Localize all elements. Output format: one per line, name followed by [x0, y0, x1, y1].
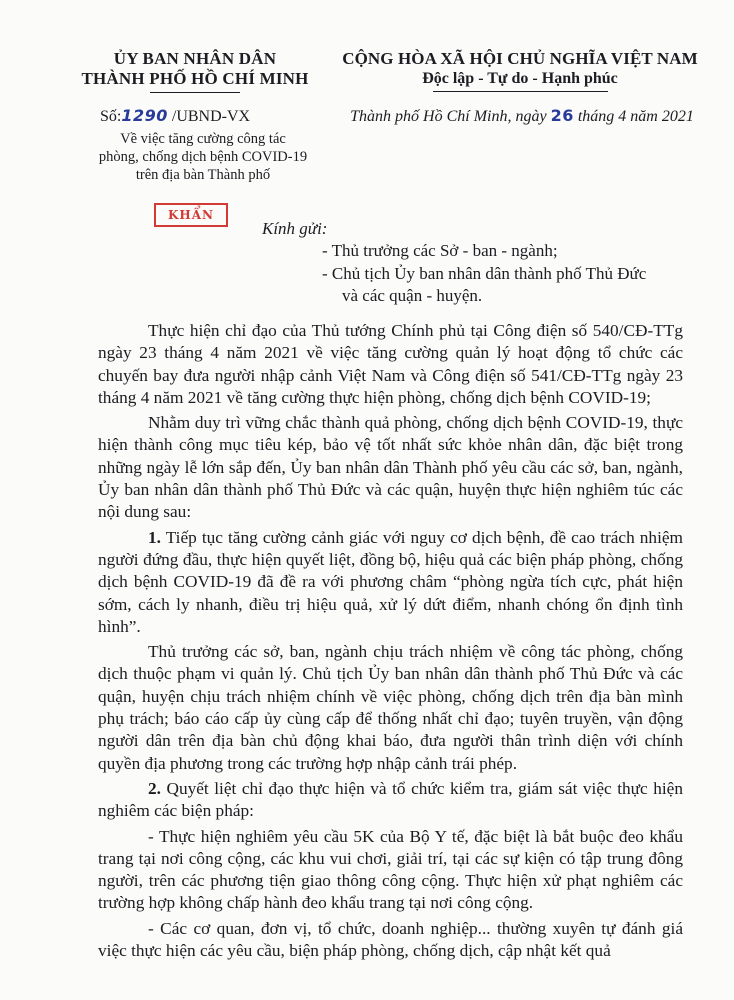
date-prefix: Thành phố Hồ Chí Minh, ngày [350, 108, 547, 125]
recipients-list [322, 240, 702, 308]
paragraph-3 [98, 527, 683, 638]
paragraph-2: Nhằm duy trì vững chắc thành quả phòng, chống dịch bệnh COVID-19, thực hiện thành công mục tiêu kép, bảo vệ tốt nhất sức khỏe nhân dân, đặc biệt trong những ngày lễ lớn sắp đến, Ủy ban nhân dân Thành phố yêu cầu các sở, ban, ngành, Ủy ban nhân dân thành phố Thủ Đức và các quận, huyện thực hiện nghiêm túc các nội dung sau: [98, 413, 683, 522]
recipients-greeting: Kính gửi: [262, 219, 328, 238]
urgent-stamp: KHẨN [154, 203, 228, 227]
section-number-2: 2. [148, 778, 161, 798]
paragraph-5 [98, 778, 683, 823]
authority-line-2: THÀNH PHỐ HỒ CHÍ MINH [81, 69, 309, 88]
paragraph-3-text: Tiếp tục tăng cường cảnh giác với nguy cơ dịch bệnh, đề cao trách nhiệm người đứng đầu, thực hiện quyết liệt, đồng bộ, hiệu quả các biện pháp phòng, chống dịch bệnh COVID-19 đã đề ra với phương châm “phòng ngừa tích cực, phát hiện sớm, cách ly nhanh, điều trị hiệu quả, xử lý dứt điểm, nhanh chóng ổn định tình hình”. [98, 527, 683, 636]
recipient-line-1: - Thủ trưởng các Sở - ban - ngành; [322, 241, 558, 260]
doc-number-handwritten: 1290 [121, 106, 168, 125]
paragraph-1: Thực hiện chỉ đạo của Thủ tướng Chính phủ tại Công điện số 540/CĐ-TTg ngày 23 tháng 4 năm 2021 về việc tăng cường quản lý hoạt động tổ chức các chuyến bay đưa người nhập cảnh Việt Nam và Công điện số 541/CĐ-TTg ngày 23 tháng 4 năm 2021 về tăng cường thực hiện phòng, chống dịch bệnh COVID-19; [98, 321, 683, 407]
paragraph-4: Thủ trưởng các sở, ban, ngành chịu trách nhiệm về công tác phòng, chống dịch thuộc phạm vi quản lý. Chủ tịch Ủy ban nhân dân thành phố Thủ Đức và các quận, huyện chịu trách nhiệm chính về việc phòng, chống dịch trên địa bàn mình phụ trách; báo cáo cấp ủy cùng cấp để thống nhất chỉ đạo; tuyên truyền, vận động người dân trên địa bàn chủ động khai báo, đưa người thân trình diện với chính quyền địa phương trong các trường hợp nhập cảnh trái phép. [98, 642, 683, 773]
doc-number-suffix: /UBND-VX [171, 108, 251, 125]
issuing-authority [60, 49, 330, 93]
paragraph-6: - Thực hiện nghiêm yêu cầu 5K của Bộ Y tế, đặc biệt là bắt buộc đeo khẩu trang tại nơi công cộng, các khu vui chơi, giải trí, tại các sự kiện có tập trung đông người, trên các phương tiện giao thông công cộng. Thực hiện xử phạt nghiêm các trường hợp không chấp hành đeo khẩu trang tại nơi công cộng. [98, 826, 683, 913]
authority-line-1: ỦY BAN NHÂN DÂN [113, 49, 277, 68]
document-body [98, 320, 683, 965]
national-header [340, 49, 700, 92]
national-motto: Độc lập - Tự do - Hạnh phúc [422, 70, 618, 87]
authority-underline [150, 92, 240, 93]
date-suffix: tháng 4 năm 2021 [577, 108, 694, 125]
nation-name: CỘNG HÒA XÃ HỘI CHỦ NGHĨA VIỆT NAM [342, 49, 698, 68]
paragraph-5-text: Quyết liệt chỉ đạo thực hiện và tổ chức kiểm tra, giám sát việc thực hiện nghiêm các biện pháp: [98, 778, 683, 821]
date-day-handwritten: 26 [550, 106, 574, 125]
date-line [344, 106, 700, 127]
document-subject [88, 130, 318, 184]
section-number-1: 1. [148, 527, 161, 547]
doc-number-prefix: Số: [100, 108, 122, 125]
subject-line-3: trên địa bàn Thành phố [135, 167, 271, 183]
motto-underline [433, 91, 608, 92]
recipient-line-2: - Chủ tịch Ủy ban nhân dân thành phố Thủ Đức [322, 263, 647, 283]
subject-line-2: phòng, chống dịch bệnh COVID-19 [98, 149, 308, 165]
subject-line-1: Về việc tăng cường công tác [120, 131, 286, 147]
recipient-line-3: và các quận - huyện. [342, 286, 483, 305]
paragraph-7: - Các cơ quan, đơn vị, tổ chức, doanh nghiệp... thường xuyên tự đánh giá việc thực hiện các yêu cầu, biện pháp phòng, chống dịch, cập nhật kết quả [98, 918, 683, 961]
document-number [100, 106, 250, 127]
